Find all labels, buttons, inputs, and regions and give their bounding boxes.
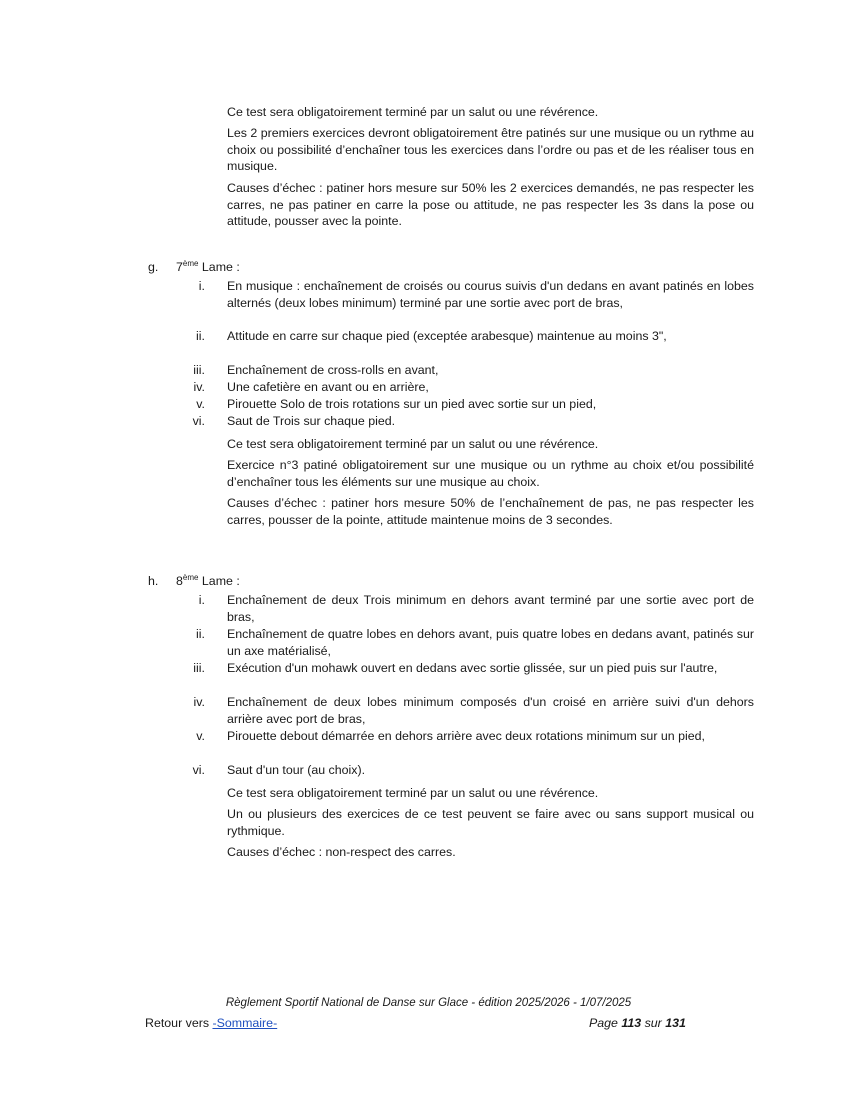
section-letter: g. xyxy=(148,260,159,274)
list-item-number: ii. xyxy=(196,627,205,641)
list-item: Enchaînement de quatre lobes en dehors avant, puis quatre lobes en dedans avant, patinés sur un axe matérialisé, xyxy=(227,627,754,658)
page-total: 131 xyxy=(665,1016,686,1030)
list-item: Une cafetière en avant ou en arrière, xyxy=(227,380,429,394)
list-item-number: vi. xyxy=(192,414,205,428)
page-label: Page xyxy=(589,1016,622,1030)
section-ordinal: ème xyxy=(182,258,199,268)
list-item-number: ii. xyxy=(196,329,205,343)
list-item: Saut d'un tour (au choix). xyxy=(227,763,366,777)
summary-link[interactable]: -Sommaire- xyxy=(212,1016,278,1030)
list-item: Pirouette Solo de trois rotations sur un pied avec sortie sur un pied, xyxy=(227,397,597,411)
section-title: Lame : xyxy=(198,574,240,588)
paragraph: Ce test sera obligatoirement terminé par un salut ou une révérence. xyxy=(227,105,599,119)
list-item-number: iv. xyxy=(193,695,205,709)
list-item-number: v. xyxy=(196,397,205,411)
paragraph: Ce test sera obligatoirement terminé par un salut ou une révérence. xyxy=(227,437,599,451)
list-item-number: iii. xyxy=(193,661,205,675)
paragraph: Causes d’échec : patiner hors mesure 50% de l’enchaînement de pas, ne pas respecter les carres, pousser de la pointe, attitude maintenue moins de 3 secondes. xyxy=(227,496,754,527)
list-item-number: iii. xyxy=(193,363,205,377)
section-heading-h xyxy=(148,573,240,590)
paragraph: Ce test sera obligatoirement terminé par un salut ou une révérence. xyxy=(227,786,599,800)
section-ordinal: ème xyxy=(182,572,199,582)
paragraph: Les 2 premiers exercices devront obligatoirement être patinés sur une musique ou un rythme au choix ou possibilité d’enchaîner tous les exercices dans l’ordre ou pas et de les réaliser tous en musique. xyxy=(227,126,754,174)
section-letter: h. xyxy=(148,574,159,588)
list-item: Attitude en carre sur chaque pied (exceptée arabesque) maintenue au moins 3", xyxy=(227,329,667,343)
page-current: 113 xyxy=(621,1016,642,1030)
list-item: Enchaînement de cross-rolls en avant, xyxy=(227,363,439,377)
page-sep: sur xyxy=(641,1016,666,1030)
section-heading-g xyxy=(148,259,240,276)
section-number: 7 xyxy=(176,260,183,274)
list-item-number: vi. xyxy=(192,763,205,777)
list-item-number: i. xyxy=(198,593,205,607)
back-prefix: Retour vers xyxy=(145,1016,213,1030)
paragraph: Causes d’échec : non-respect des carres. xyxy=(227,845,456,859)
list-item: En musique : enchaînement de croisés ou courus suivis d'un dedans en avant patinés en lobes alternés (deux lobes minimum) terminé par une sortie avec port de bras, xyxy=(227,279,754,310)
paragraph: Exercice n°3 patiné obligatoirement sur une musique ou un rythme au choix et/ou possibilité d’enchaîner tous les éléments sur une musique au choix. xyxy=(227,458,754,489)
footer-back-link xyxy=(145,1016,277,1031)
section-number: 8 xyxy=(176,574,183,588)
list-item: Pirouette debout démarrée en dehors arrière avec deux rotations minimum sur un pied, xyxy=(227,729,705,743)
paragraph: Causes d’échec : patiner hors mesure sur 50% les 2 exercices demandés, ne pas respecter les carres, ne pas patiner en carre la pose ou attitude, ne pas respecter les 3s dans la pose ou attitude, pousser avec la pointe. xyxy=(227,181,754,229)
list-item: Enchaînement de deux Trois minimum en dehors avant terminé par une sortie avec port de bras, xyxy=(227,593,754,624)
list-item: Exécution d'un mohawk ouvert en dedans avec sortie glissée, sur un pied puis sur l'autre, xyxy=(227,661,718,675)
footer-title: Règlement Sportif National de Danse sur Glace - édition 2025/2026 - 1/07/2025 xyxy=(225,997,632,1009)
list-item-number: iv. xyxy=(193,380,205,394)
section-title: Lame : xyxy=(198,260,240,274)
list-item-number: i. xyxy=(198,279,205,293)
paragraph: Un ou plusieurs des exercices de ce test peuvent se faire avec ou sans support musical ou rythmique. xyxy=(227,807,754,838)
list-item: Enchaînement de deux lobes minimum composés d'un croisé en arrière suivi d'un dehors arrière avec port de bras, xyxy=(227,695,754,726)
list-item-number: v. xyxy=(196,729,205,743)
list-item: Saut de Trois sur chaque pied. xyxy=(227,414,396,428)
page-number xyxy=(589,1016,686,1031)
